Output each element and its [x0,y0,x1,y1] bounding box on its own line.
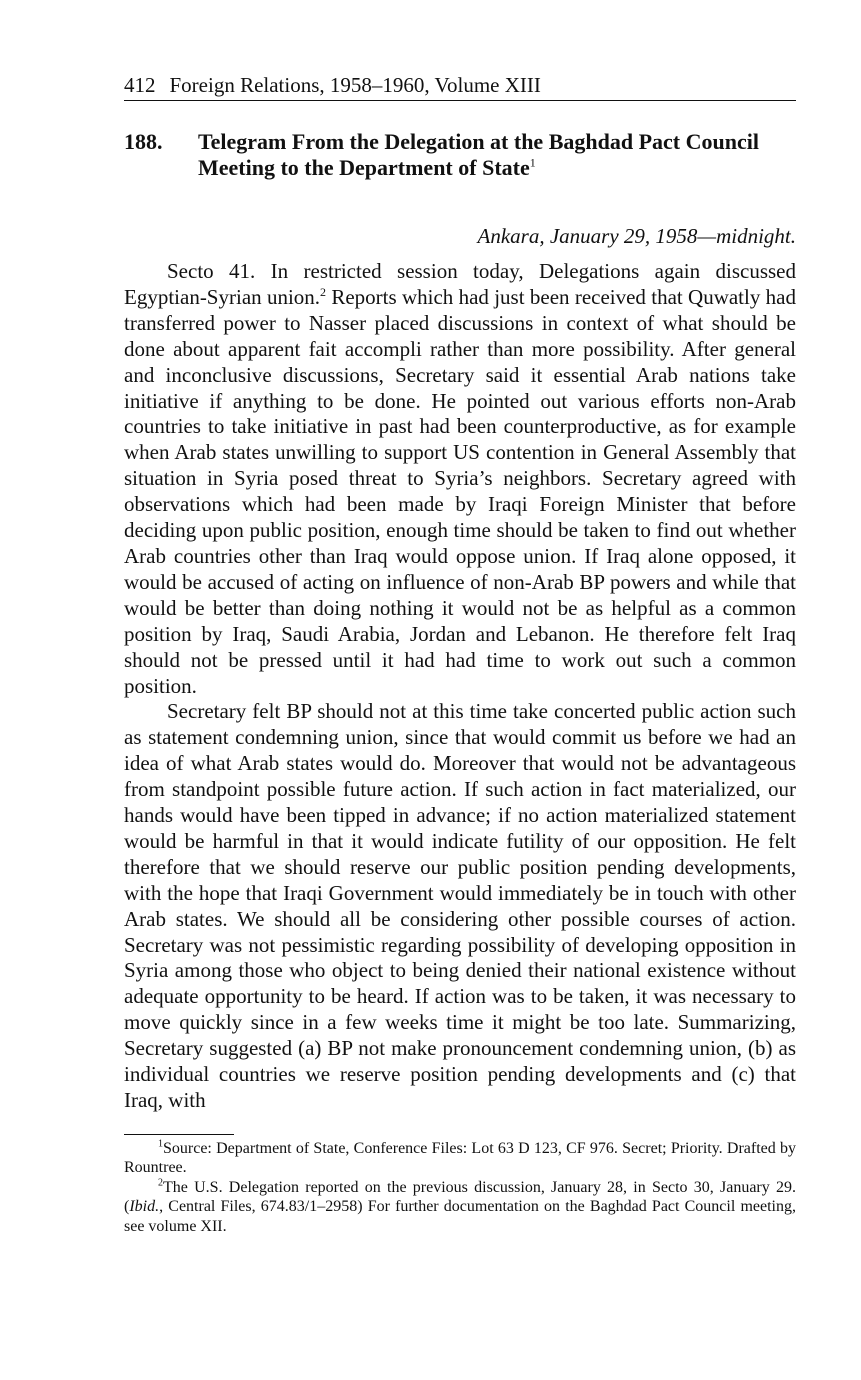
dateline: Ankara, January 29, 1958—midnight. [477,224,796,248]
document-title: Telegram From the Delegation at the Baghdad Pact Council Meeting to the Department of State [198,129,759,180]
footnote-1 [124,1139,796,1178]
footnote-marker: 1 [158,1138,163,1150]
footnote-text: . [222,1217,227,1235]
body-paragraph: Secretary felt BP should not at this time take concerted public action such as statement condemning union, since that would commit us before we had an idea of what Arab states would do. Moreover that would not be advantageous from standpoint possible future action. If such action in fact materialized, our hands would have been tipped in advance; if no action materialized statement would be harmful in that it would indicate futility of our opposition. He felt therefore that we should reserve our public position pending developments, with the hope that Iraqi Government would immediately be in touch with other Arab states. We should all be considering other possible courses of action. Secretary was not pessimistic regarding possibility of developing opposition in Syria among those who object to being denied their national existence without adequate opportunity to be heard. If action was to be taken, it was necessary to move quickly since in a few weeks time it might be too late. Summarizing, Secretary suggested (a) BP not make pronouncement condemning union, (b) as individual countries we reserve position pending developments and (c) that Iraq, with [124,699,796,1112]
running-head [124,70,796,101]
page-number: 412 [124,73,156,97]
footnote-ref-2[interactable]: 2 [320,284,327,299]
document-page [124,70,796,1236]
footnote-volume-ref[interactable]: XII [200,1217,223,1235]
footnote-ref-1[interactable]: 1 [529,155,536,170]
paragraph-text: Secto 41. In restricted session today, Delegations again discussed Egyptian-Syrian union. [124,259,796,309]
body-paragraph [124,259,796,699]
footnote-text: Source: Department of State, Conference Files: Lot 63 D 123, CF 976. Secret; Priority. Drafted by Rountree. [124,1139,796,1177]
footnote-marker: 2 [158,1177,163,1189]
paragraph-text: Reports which had just been received that Quwatly had transferred power to Nasser placed discussions in context of what should be done about apparent fait accompli rather than more possibility. After general and inconclusive discussions, Secretary said it essential Arab nations take initiative if anything to be done. He pointed out various efforts non-Arab countries to take initiative in past had been counterproductive, as for example when Arab states unwilling to support US contention in General Assembly that situation in Syria posed threat to Syria’s neighbors. Secretary agreed with observations which had been made by Iraqi Foreign Minister that before deciding upon public position, enough time should be taken to find out whether Arab countries other than Iraq would oppose union. If Iraq alone opposed, it would be accused of acting on influence of non-Arab BP powers and while that would be better than doing nothing it would not be as helpful as a common position by Iraq, Saudi Arabia, Jordan and Lebanon. He therefore felt Iraq should not be pressed until it had had time to work out such a common position. [124,284,796,698]
footnote-text: The U.S. Delegation reported on the previous discussion, January 28, in Secto 30, January 29. ( [124,1178,796,1216]
footnotes [124,1139,796,1237]
document-title-block [198,129,796,181]
telegram-body [124,259,796,1114]
footnote-text: , Central Files, 674.83/1–2958) For further documentation on the Baghdad Pact Council meeting, see volume [124,1198,796,1235]
volume-title: Foreign Relations, 1958–1960, Volume XIII [169,73,541,97]
footnote-ibid: Ibid. [129,1198,160,1216]
footnote-2 [124,1178,796,1237]
document-heading [124,129,796,181]
document-number: 188. [124,129,163,154]
footnote-divider [124,1134,234,1135]
